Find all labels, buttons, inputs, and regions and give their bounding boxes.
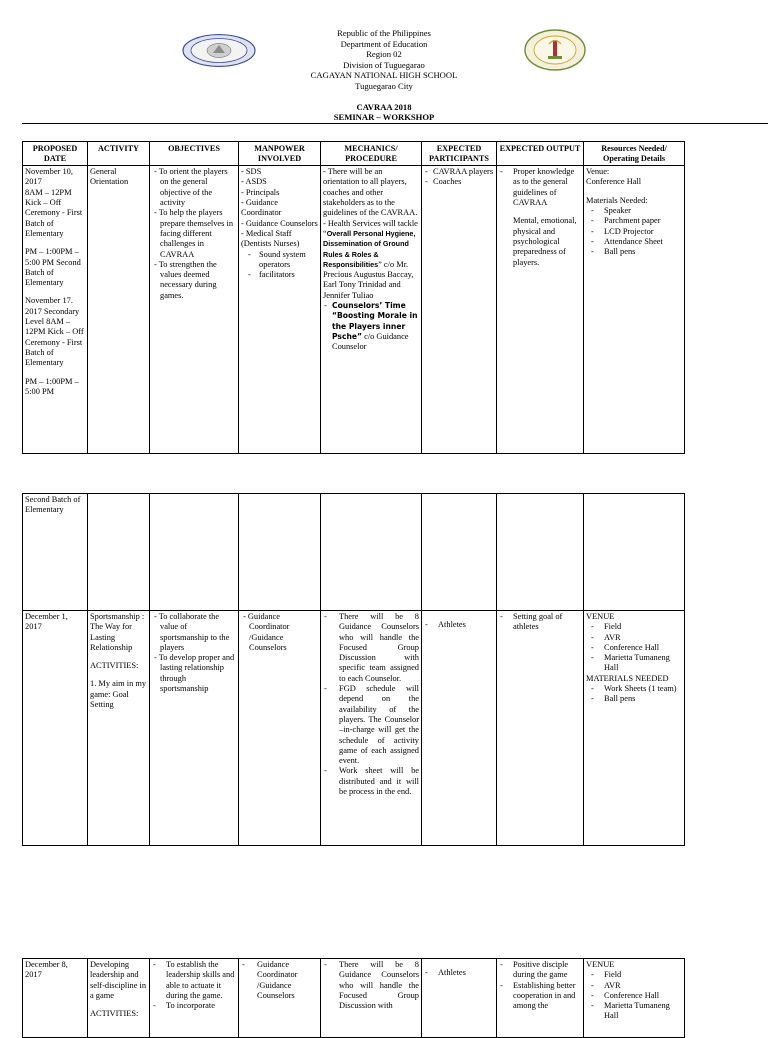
resource-item: - Speaker	[590, 206, 682, 216]
mechanics-item: - There will be 8 Guidance Counselors who will handle the Focused Group Discussion with specific team assigned to each Counselor.	[323, 612, 419, 684]
objectives-cell	[150, 166, 239, 454]
manpower-cell	[239, 166, 321, 454]
resource-item: - Ball pens	[590, 694, 682, 704]
mechanics-item: - There will be an orientation to all players, coaches and other stakeholders as to the guidelines of the CAVRAA.	[323, 167, 418, 218]
activity-text: Developing leadership and self-discipline in a game	[90, 960, 147, 1000]
date-text: PM – 1:00PM – 5:00 PM Second Batch of Elementary	[25, 247, 81, 288]
mechanics-text: ” c/o Mr. Precious Augustus Baccay, Earl Tony Trinidad and Jennifer Tuliao	[323, 259, 414, 300]
resource-item: - Attendance Sheet	[590, 237, 682, 247]
mechanics-text: c/o Guidance Counselor	[332, 331, 409, 352]
table-row	[23, 494, 685, 611]
manpower-subitem: - facilitators	[247, 270, 318, 280]
resource-item: - Marietta Tumaneng Hall	[590, 653, 682, 674]
resources-label: VENUE	[586, 960, 615, 969]
resources-venue: Conference Hall	[586, 177, 642, 187]
document-subtitle: SEMINAR – WORKSHOP	[333, 112, 435, 123]
mechanics-bold-text: Overall Personal Hygiene, Dissemination of Ground Rules & Roles & Responsibilities	[323, 228, 416, 269]
resource-item: - Field	[590, 970, 682, 980]
manpower-item: - Principals	[241, 187, 280, 197]
objective-item: - To orient the players on the general objective of the activity	[154, 167, 228, 208]
activity-text: Sportsmanship : The Way for Lasting Relationship	[90, 612, 145, 652]
resource-item: - Work Sheets (1 team)	[590, 684, 682, 694]
mechanics-item: - Work sheet will be distributed and it will be process in the end.	[323, 766, 419, 797]
resources-label: VENUE	[586, 612, 615, 621]
date-text: 8AM – 12PM Kick – Off Ceremony - First Batch of Elementary	[25, 187, 83, 238]
col-header: PROPOSED DATE	[23, 142, 88, 166]
col-header: Resources Needed/ Operating Details	[584, 142, 685, 166]
document-title: CAVRAA 2018	[356, 101, 412, 112]
date-text: Second Batch of Elementary	[25, 495, 81, 515]
output-item: - Positive disciple during the game	[499, 960, 581, 981]
activity-cell	[88, 494, 150, 611]
objective-item: - To incorporate	[152, 1001, 236, 1011]
activity-text: ACTIVITIES:	[90, 661, 139, 671]
date-text: November 10, 2017	[25, 167, 73, 187]
participants-cell	[422, 959, 497, 1038]
manpower-cell	[239, 494, 321, 611]
date-cell	[23, 494, 88, 611]
mechanics-item: - There will be 8 Guidance Counselors who will handle the Focused Group Discussion with	[323, 960, 419, 1011]
objective-item: - To develop proper and lasting relationship through sportsmanship	[154, 653, 235, 694]
col-header: MANPOWER INVOLVED	[239, 142, 321, 166]
col-header: MECHANICS/ PROCEDURE	[321, 142, 422, 166]
schedule-table-1	[22, 141, 685, 454]
mechanics-cell	[321, 166, 422, 454]
objectives-cell	[150, 494, 239, 611]
letterhead-line: CAGAYAN NATIONAL HIGH SCHOOL	[310, 70, 458, 81]
output-cell	[497, 959, 584, 1038]
participants-cell	[422, 166, 497, 454]
resource-item: - Ball pens	[590, 247, 682, 257]
resource-item: - AVR	[590, 981, 682, 991]
table-row	[23, 166, 685, 454]
table-row	[23, 959, 685, 1038]
date-text: PM – 1:00PM – 5:00 PM	[25, 376, 79, 396]
output-item: - Establishing better cooperation in and among the	[499, 981, 581, 1012]
objective-item: - To establish the leadership skills and able to actuate it during the game.	[152, 960, 236, 1001]
letterhead-line: Region 02	[366, 49, 402, 60]
mechanics-bold-text: Counselors’ Time “Boosting Morale in the Players inner Psche”	[332, 301, 418, 341]
resources-cell	[584, 959, 685, 1038]
mechanics-item	[323, 301, 419, 352]
resources-label: Venue:	[586, 167, 610, 177]
col-header: EXPECTED OUTPUT	[497, 142, 584, 166]
participant-item: - Athletes	[424, 620, 494, 630]
date-text: November 17. 2017 Secondary Level 8AM – 12PM Kick – Off Ceremony - First Batch of Elementary	[25, 296, 84, 368]
resources-label: MATERIALS NEEDED	[586, 673, 669, 683]
manpower-cell	[239, 611, 321, 846]
resource-item: - Marietta Tumaneng Hall	[590, 1001, 682, 1022]
output-item: - Proper knowledge as to the general guidelines of CAVRAA	[499, 167, 581, 208]
letterhead-line: Department of Education	[340, 38, 428, 49]
resource-item: - Conference Hall	[590, 643, 682, 653]
manpower-item: - Medical Staff (Dentists Nurses)	[241, 228, 300, 249]
objectives-cell	[150, 611, 239, 846]
participant-item: - Coaches	[424, 177, 494, 187]
objectives-cell	[150, 959, 239, 1038]
resource-item: - Conference Hall	[590, 991, 682, 1001]
date-cell	[23, 166, 88, 454]
table-header-row	[23, 142, 685, 166]
objective-item: - To strengthen the values deemed necessary during games.	[154, 259, 217, 300]
resources-cell	[584, 494, 685, 611]
resource-item: - Field	[590, 622, 682, 632]
output-cell	[497, 494, 584, 611]
resource-item: - LCD Projector	[590, 227, 682, 237]
col-header: ACTIVITY	[88, 142, 150, 166]
activity-text: General Orientation	[90, 167, 129, 187]
date-cell	[23, 611, 88, 846]
header-rule	[22, 123, 768, 124]
objective-item: - To collaborate the value of sportsmanship to the players	[154, 612, 230, 652]
date-cell	[23, 959, 88, 1038]
resources-label: Materials Needed:	[586, 195, 648, 205]
date-text: December 8, 2017	[25, 960, 68, 980]
activity-text: ACTIVITIES:	[90, 1009, 139, 1019]
manpower-item: - SDS	[241, 167, 262, 177]
mechanics-item	[323, 219, 419, 301]
output-cell	[497, 166, 584, 454]
manpower-item: - Guidance Counselors	[241, 218, 318, 228]
objective-item: - To help the players prepare themselves in facing different challenges in CAVRAA	[154, 208, 234, 259]
manpower-cell	[239, 959, 321, 1038]
resources-cell	[584, 611, 685, 846]
letterhead	[0, 28, 768, 123]
manpower-item: - Guidance Coordinator /Guidance Counselors	[243, 612, 290, 652]
schedule-table-2	[22, 493, 685, 846]
resources-cell	[584, 166, 685, 454]
col-header: EXPECTED PARTICIPANTS	[422, 142, 497, 166]
letterhead-line: Division of Tuguegarao	[343, 59, 425, 70]
mechanics-cell	[321, 959, 422, 1038]
participants-cell	[422, 611, 497, 846]
activity-cell	[88, 959, 150, 1038]
mechanics-text: - Health Services will tackle “	[323, 218, 418, 238]
resource-item: - AVR	[590, 633, 682, 643]
manpower-subitem: - Sound system operators	[247, 250, 318, 271]
participant-item: - CAVRAA players	[424, 167, 494, 177]
activity-cell	[88, 166, 150, 454]
table-row	[23, 611, 685, 846]
manpower-item: - ASDS	[241, 177, 267, 187]
mechanics-cell	[321, 611, 422, 846]
schedule-table-3	[22, 958, 685, 1038]
output-item: Mental, emotional, physical and psychological preparedness of players.	[513, 216, 577, 267]
col-header: OBJECTIVES	[150, 142, 239, 166]
activity-text: 1. My aim in my game: Goal Setting	[90, 679, 147, 710]
letterhead-line: Tuguegarao City	[355, 80, 413, 91]
mechanics-item: - FGD schedule will depend on the availability of the players. The Counselor –in-charge will get the schedule of activity game of each assigned event.	[323, 684, 419, 766]
mechanics-cell	[321, 494, 422, 611]
output-item: - Setting goal of athletes	[499, 612, 581, 633]
manpower-item: - Guidance Coordinator /Guidance Counselors	[241, 960, 318, 1001]
participants-cell	[422, 494, 497, 611]
activity-cell	[88, 611, 150, 846]
participant-item: - Athletes	[424, 968, 494, 978]
resource-item: - Parchment paper	[590, 216, 682, 226]
date-text: December 1, 2017	[25, 612, 68, 632]
manpower-item: - Guidance Coordinator	[241, 198, 282, 218]
letterhead-line: Republic of the Philippines	[337, 28, 431, 38]
output-cell	[497, 611, 584, 846]
